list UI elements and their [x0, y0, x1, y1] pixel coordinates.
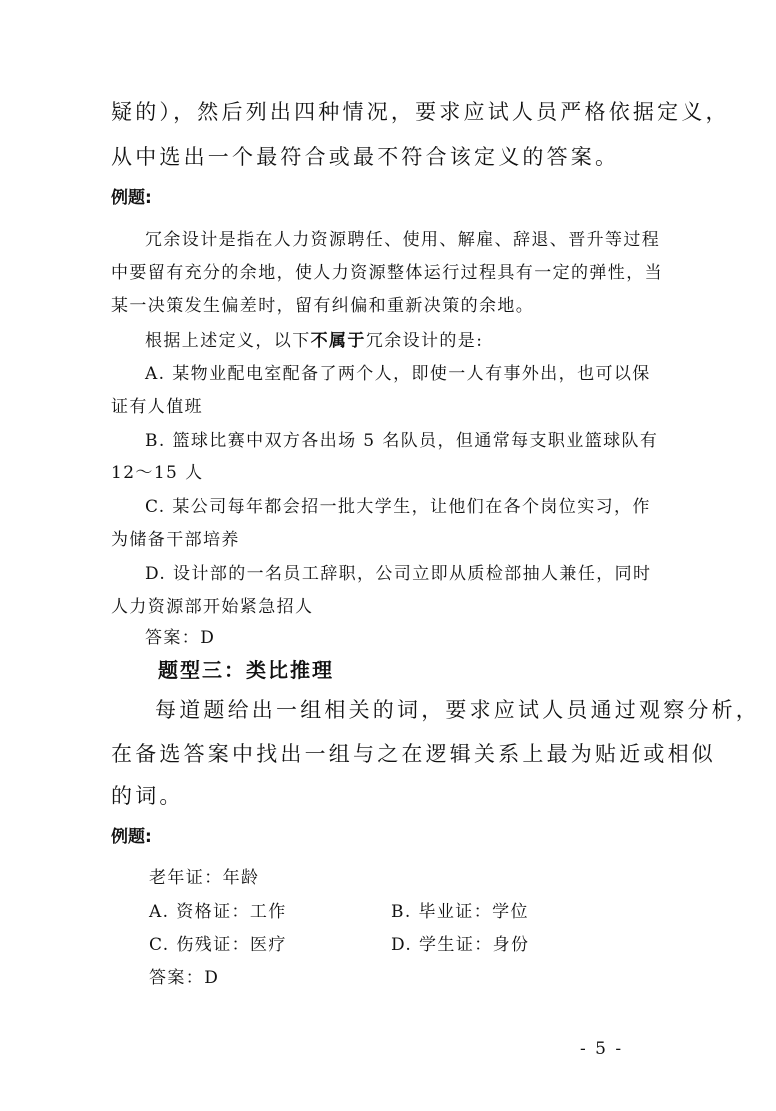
question-emphasis: 不属于	[310, 331, 366, 351]
option-b-line-2: 12～15 人	[111, 463, 204, 483]
definition-line-2: 中要留有充分的余地，使人力资源整体运行过程具有一定的弹性，当	[111, 263, 663, 283]
option-c-line-2: 为储备干部培养	[111, 530, 240, 550]
answer-1: 答案：D	[145, 628, 216, 648]
analogy-stem: 老年证：年龄	[149, 868, 260, 888]
option-d-line-2: 人力资源部开始紧急招人	[111, 597, 314, 617]
section-intro-line-1: 每道题给出一组相关的词，要求应试人员通过观察分析，	[155, 698, 760, 722]
analogy-option-d: D. 学生证：身份	[391, 935, 530, 955]
option-a-line-1: A. 某物业配电室配备了两个人，即使一人有事外出，也可以保	[145, 364, 651, 384]
page-number: - 5 -	[580, 1039, 624, 1059]
intro-line-2: 从中选出一个最符合或最不符合该定义的答案。	[111, 145, 620, 169]
definition-line-1: 冗余设计是指在人力资源聘任、使用、解雇、辞退、晋升等过程	[145, 230, 661, 250]
analogy-option-a: A. 资格证：工作	[149, 902, 287, 922]
section-intro-line-2: 在备选答案中找出一组与之在逻辑关系上最为贴近或相似	[111, 742, 716, 766]
analogy-option-c: C. 伤残证：医疗	[149, 935, 287, 955]
example-heading-2: 例题:	[111, 827, 152, 847]
example-heading: 例题:	[111, 188, 152, 208]
intro-line-1: 疑的），然后列出四种情况，要求应试人员严格依据定义，	[111, 100, 730, 124]
option-d-line-1: D. 设计部的一名员工辞职，公司立即从质检部抽人兼任，同时	[145, 564, 652, 584]
analogy-option-b: B. 毕业证：学位	[391, 902, 529, 922]
option-c-line-1: C. 某公司每年都会招一批大学生，让他们在各个岗位实习，作	[145, 497, 651, 517]
section-intro-line-3: 的词。	[111, 784, 184, 808]
option-b-line-1: B. 篮球比赛中双方各出场 5 名队员，但通常每支职业篮球队有	[145, 431, 659, 451]
answer-2: 答案：D	[149, 968, 220, 988]
question-line	[145, 326, 483, 351]
section-title: 题型三：类比推理	[158, 658, 334, 682]
definition-line-3: 某一决策发生偏差时，留有纠偏和重新决策的余地。	[111, 296, 535, 316]
question-prefix: 根据上述定义，以下	[145, 331, 311, 351]
option-a-line-2: 证有人值班	[111, 397, 203, 417]
question-suffix: 冗余设计的是:	[365, 331, 484, 351]
